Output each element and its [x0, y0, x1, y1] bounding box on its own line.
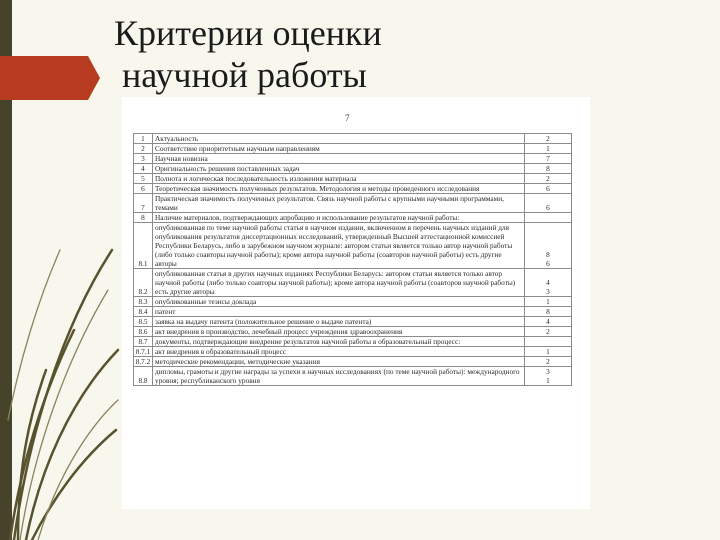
criterion-score: 2 — [525, 327, 572, 337]
row-number: 8.4 — [134, 307, 153, 317]
criterion-text: дипломы, грамоты и другие награды за успехи в научных исследованиях (по теме научной работы): международного уровня; республиканского уровня — [153, 367, 525, 386]
criterion-score: 8 6 — [525, 223, 572, 269]
criterion-score: 2 — [525, 357, 572, 367]
row-number: 6 — [134, 184, 153, 194]
criteria-table — [133, 133, 572, 386]
criterion-score — [525, 337, 572, 347]
row-number: 8.7 — [134, 337, 153, 347]
table-row — [134, 327, 572, 337]
criterion-text: опубликованная статья в других научных изданиях Республики Беларусь: автором статьи является только автор научной работы (либо только соавторы научной работы); кроме автора научной работы (соавторов научной работы) есть другие авторы — [153, 269, 525, 297]
criterion-text: Практическая значимость полученных результатов. Связь научной работы с крупными научными программами, темами — [153, 194, 525, 213]
row-number: 2 — [134, 144, 153, 154]
criterion-text: акт внедрения в производство, лечебный процесс учреждения здравоохранения — [153, 327, 525, 337]
table-row — [134, 347, 572, 357]
criterion-score: 1 — [525, 297, 572, 307]
slide-title-line-2: научной работы — [122, 55, 367, 95]
criterion-text: Соответствие приоритетным научным направлениям — [153, 144, 525, 154]
criterion-text: Полнота и логическая последовательность изложения материала — [153, 174, 525, 184]
row-number: 4 — [134, 164, 153, 174]
criterion-text: Оригинальность решения поставленных задач — [153, 164, 525, 174]
criterion-score: 2 — [525, 174, 572, 184]
criterion-score: 8 — [525, 164, 572, 174]
table-row — [134, 184, 572, 194]
criterion-text: методические рекомендации, методические указания — [153, 357, 525, 367]
scanned-document-page — [122, 97, 590, 509]
criterion-score: 3 1 — [525, 367, 572, 386]
table-row — [134, 194, 572, 213]
table-row — [134, 213, 572, 223]
criterion-text: Актуальность — [153, 134, 525, 144]
criterion-text: документы, подтверждающие внедрение результатов научной работы в образовательный процесс: — [153, 337, 525, 347]
row-number: 8.7.2 — [134, 357, 153, 367]
criterion-score: 7 — [525, 154, 572, 164]
criterion-text: Научная новизна — [153, 154, 525, 164]
criterion-score: 4 — [525, 317, 572, 327]
criterion-text: патент — [153, 307, 525, 317]
table-row — [134, 154, 572, 164]
title-accent-marker — [0, 56, 100, 100]
row-number: 8.6 — [134, 327, 153, 337]
criterion-text: опубликованные тезисы доклада — [153, 297, 525, 307]
criterion-text: акт внедрения в образовательный процесс — [153, 347, 525, 357]
criterion-score: 4 3 — [525, 269, 572, 297]
table-row — [134, 367, 572, 386]
table-row — [134, 337, 572, 347]
document-page-number: 7 — [345, 113, 350, 123]
row-number: 8.5 — [134, 317, 153, 327]
row-number: 3 — [134, 154, 153, 164]
slide-title-line-1: Критерии оценки — [114, 13, 382, 53]
criterion-text: заявка на выдачу патента (положительное решение о выдаче патента) — [153, 317, 525, 327]
table-row — [134, 269, 572, 297]
row-number: 8.3 — [134, 297, 153, 307]
table-row — [134, 317, 572, 327]
table-row — [134, 297, 572, 307]
row-number: 7 — [134, 194, 153, 213]
table-row — [134, 357, 572, 367]
criterion-score: 1 — [525, 144, 572, 154]
row-number: 1 — [134, 134, 153, 144]
criterion-score: 8 — [525, 307, 572, 317]
row-number: 8.1 — [134, 223, 153, 269]
criterion-score: 6 — [525, 184, 572, 194]
row-number: 8.2 — [134, 269, 153, 297]
row-number: 5 — [134, 174, 153, 184]
slide-title — [114, 12, 444, 96]
criterion-text: опубликованная по теме научной работы статья в научном издании, включенном в перечень научных изданий для опубликования результатов диссертационных исследований, утвержденный Высшей аттестационной комиссией Республики Беларусь, либо в зарубежном научном журнале: автором статьи является только автор научной работы (либо только соавторы научной работы); кроме автора научной работы (соавторов научной работы) есть другие авторы — [153, 223, 525, 269]
table-row — [134, 164, 572, 174]
criterion-text: Теоретическая значимость полученных результатов. Методология и методы проведенного исследования — [153, 184, 525, 194]
table-row — [134, 144, 572, 154]
criterion-text: Наличие материалов, подтверждающих апробацию и использование результатов научной работы: — [153, 213, 525, 223]
table-row — [134, 223, 572, 269]
row-number: 8.7.1 — [134, 347, 153, 357]
table-row — [134, 307, 572, 317]
row-number: 8.8 — [134, 367, 153, 386]
table-row — [134, 174, 572, 184]
table-row — [134, 134, 572, 144]
criterion-score: 1 — [525, 347, 572, 357]
row-number: 8 — [134, 213, 153, 223]
criterion-score: 2 — [525, 134, 572, 144]
criterion-score — [525, 213, 572, 223]
criterion-score: 6 — [525, 194, 572, 213]
